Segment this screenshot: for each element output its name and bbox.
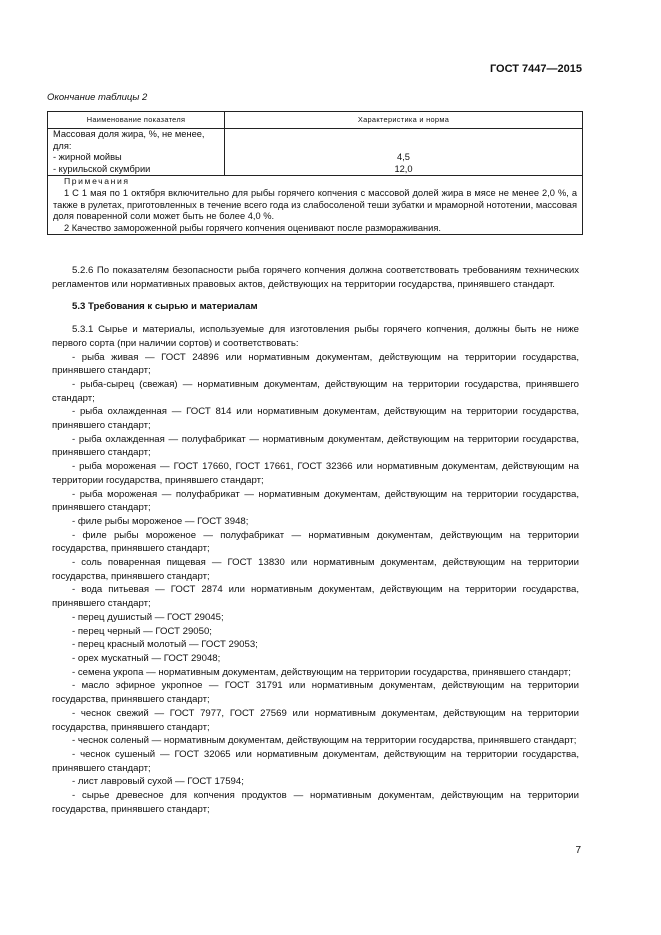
list-item: - рыба мороженая — ГОСТ 17660, ГОСТ 17661, ГОСТ 32366 или нормативным документам, действующим на территории государства, принявшего стандарт; [52, 461, 579, 486]
list-item: - соль поваренная пищевая — ГОСТ 13830 или нормативным документам, действующим на территории государства, принявшего стандарт; [52, 557, 579, 582]
list-item: - вода питьевая — ГОСТ 2874 или нормативным документам, действующим на территории государства, принявшего стандарт; [52, 584, 579, 610]
body-text [52, 264, 579, 816]
section-heading-5-3: 5.3 Требования к сырью и материалам [72, 301, 258, 313]
norm-cell [225, 129, 583, 176]
list-item: - рыба-сырец (свежая) — нормативным документам, действующим на территории государства, принявшего стандарт; [52, 378, 579, 404]
list-item: - рыба мороженая — полуфабрикат — нормативным документам, действующим на территории государства, принявшего стандарт; [52, 488, 579, 514]
list-item: - чеснок сушеный — ГОСТ 32065 или нормативным документам, действующим на территории государства, принявшего стандарт; [52, 748, 579, 774]
paragraph-5-2-6: 5.2.6 По показателям безопасности рыба горячего копчения должна соответствовать требованиям технических регламентов или нормативных правовых актов, действующих на территории государства, принявшего стандарт. [52, 265, 579, 290]
table-header-row [48, 112, 583, 129]
table-caption: Окончание таблицы 2 [47, 92, 148, 103]
notes-heading: Примечания [64, 176, 130, 187]
norm-value: 12,0 [394, 163, 413, 174]
indicator-line: для: [53, 140, 72, 151]
indicator-line: - курильской скумбрии [53, 163, 151, 174]
note-item: 1 С 1 мая по 1 октября включительно для рыбы горячего копчения с массовой долей жира в мясе не менее 2,0 %, а также в рулетах, приготовленных в течение всего года из слабосоленой теши зубатки и мраморной нототении, массовая доля поваренной соли может быть не более 4,0 %. [53, 187, 577, 222]
list-item: - чеснок соленый — нормативным документам, действующим на территории государства, принявшего стандарт; [72, 735, 577, 747]
list-item: - рыба охлажденная — ГОСТ 814 или нормативным документам, действующим на территории государства, принявшего стандарт; [52, 406, 579, 432]
indicator-line: Массовая доля жира, %, не менее, [53, 129, 205, 139]
list-item: - чеснок свежий — ГОСТ 7977, ГОСТ 27569 или нормативным документам, действующим на территории государства, принявшего стандарт; [52, 707, 579, 733]
standard-code: ГОСТ 7447—2015 [489, 63, 582, 75]
table-row [48, 129, 583, 176]
list-item: - перец красный молотый — ГОСТ 29053; [72, 639, 258, 651]
notes-cell [48, 176, 583, 235]
list-item: - филе рыбы мороженое — полуфабрикат — нормативным документам, действующим на территории государства, принявшего стандарт; [52, 529, 579, 555]
list-item: - сырье древесное для копчения продуктов — нормативным документам, действующим на территории государства, принявшего стандарт; [52, 790, 579, 815]
list-item: - филе рыбы мороженое — ГОСТ 3948; [72, 515, 249, 527]
list-item: - орех мускатный — ГОСТ 29048; [72, 652, 221, 664]
norm-value: 4,5 [397, 152, 410, 162]
list-item: - масло эфирное укропное — ГОСТ 31791 или нормативным документам, действующим на территории государства, принявшего стандарт; [52, 680, 579, 706]
table-notes-row [48, 176, 583, 235]
list-item: - семена укропа — нормативным документам, действующим на территории государства, принявшего стандарт; [72, 666, 571, 678]
column-header-norm: Характеристика и норма [225, 112, 583, 129]
properties-table [47, 111, 583, 235]
indicator-cell [48, 129, 225, 176]
list-item: - рыба живая — ГОСТ 24896 или нормативным документам, действующим на территории государства, принявшего стандарт; [52, 351, 579, 377]
column-header-indicator: Наименование показателя [48, 112, 225, 129]
indicator-line: - жирной мойвы [53, 152, 122, 163]
note-item: 2 Качество замороженной рыбы горячего копчения оценивают после размораживания. [64, 222, 441, 233]
page-number: 7 [575, 845, 581, 856]
list-item: - лист лавровый сухой — ГОСТ 17594; [72, 776, 244, 788]
list-item: - перец душистый — ГОСТ 29045; [72, 611, 224, 623]
list-item: - рыба охлажденная — полуфабрикат — нормативным документам, действующим на территории государства, принявшего стандарт; [52, 433, 579, 459]
list-item: - перец черный — ГОСТ 29050; [72, 625, 212, 637]
paragraph-5-3-1: 5.3.1 Сырье и материалы, используемые для изготовления рыбы горячего копчения, должны быть не ниже первого сорта (при наличии сортов) и соответствовать: [52, 324, 579, 349]
